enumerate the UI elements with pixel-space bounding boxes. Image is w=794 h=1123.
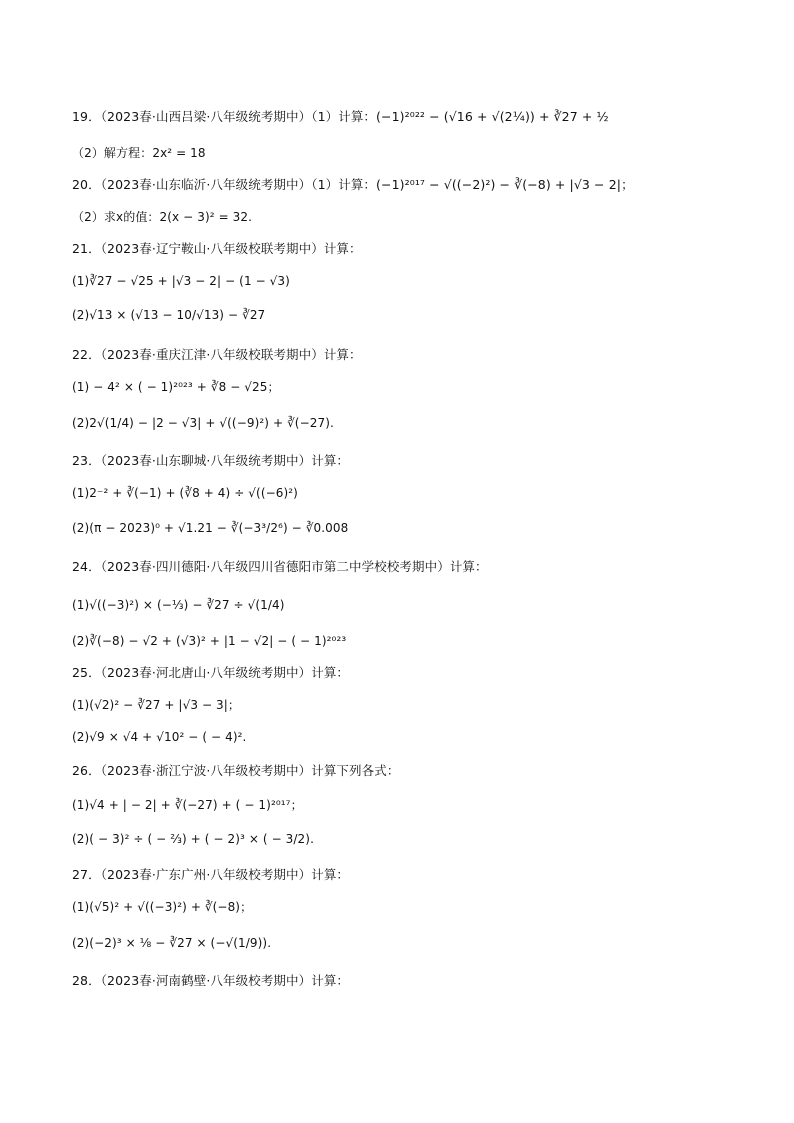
problem-23-item-2: (2)(π − 2023)⁰ + √1.21 − ∛(−3³/2⁶) − ∛0.008 [72, 521, 349, 535]
problem-25-item-1: (1)(√2)² − ∛27 + |√3 − 3|； [72, 698, 241, 712]
problem-23-header: 23．（2023春·山东聊城·八年级统考期中）计算： [72, 453, 350, 468]
problem-21-header: 21．（2023春·辽宁鞍山·八年级校联考期中）计算： [72, 241, 362, 256]
problem-28-header: 28．（2023春·河南鹤壁·八年级校考期中）计算： [72, 973, 350, 988]
problem-19-item-2: （2）解方程：2x² = 18 [72, 146, 206, 160]
problem-26-item-1: (1)√4 + | − 2| + ∛(−27) + ( − 1)²⁰¹⁷； [72, 798, 303, 812]
problem-20-header: 20．（2023春·山东临沂·八年级统考期中）（1）计算：(−1)²⁰¹⁷ − √((−2)²) − ∛(−8) + |√3 − 2|； [72, 177, 634, 192]
problem-20-item-2: （2）求x的值：2(x − 3)² = 32. [72, 210, 253, 224]
problem-23-item-1: (1)2⁻² + ∛(−1) + (∛8 + 4) ÷ √((−6)²) [72, 486, 298, 500]
problem-27-item-1: (1)(√5)² + √((−3)²) + ∛(−8)； [72, 900, 253, 914]
problem-21-item-2: (2)√13 × (√13 − 10/√13) − ∛27 [72, 308, 266, 322]
problem-25-item-2: (2)√9 × √4 + √10² − ( − 4)². [72, 730, 247, 744]
problem-24-header: 24．（2023春·四川德阳·八年级四川省德阳市第二中学校校考期中）计算： [72, 559, 488, 574]
problem-25-header: 25．（2023春·河北唐山·八年级统考期中）计算： [72, 665, 350, 680]
problem-22-header: 22．（2023春·重庆江津·八年级校联考期中）计算： [72, 347, 362, 362]
problem-24-item-2: (2)∛(−8) − √2 + (√3)² + |1 − √2| − ( − 1)²⁰²³ [72, 634, 347, 648]
problem-24-item-1: (1)√((−3)²) × (−⅓) − ∛27 ÷ √(1/4) [72, 598, 285, 612]
problem-26-header: 26．（2023春·浙江宁波·八年级校考期中）计算下列各式： [72, 763, 400, 778]
problem-27-header: 27．（2023春·广东广州·八年级校考期中）计算： [72, 867, 350, 882]
problem-19-header: 19．（2023春·山西吕梁·八年级统考期中）（1）计算：(−1)²⁰²² − (√16 + √(2¼)) + ∛27 + ½ [72, 109, 609, 124]
problem-21-item-1: (1)∛27 − √25 + |√3 − 2| − (1 − √3) [72, 274, 290, 288]
problem-22-item-2: (2)2√(1/4) − |2 − √3| + √((−9)²) + ∛(−27). [72, 416, 334, 430]
problem-22-item-1: (1) − 4² × ( − 1)²⁰²³ + ∛8 − √25； [72, 380, 280, 394]
problem-27-item-2: (2)(−2)³ × ⅛ − ∛27 × (−√(1/9)). [72, 936, 272, 950]
problem-26-item-2: (2)( − 3)² ÷ ( − ⅔) + ( − 2)³ × ( − 3/2). [72, 832, 314, 846]
